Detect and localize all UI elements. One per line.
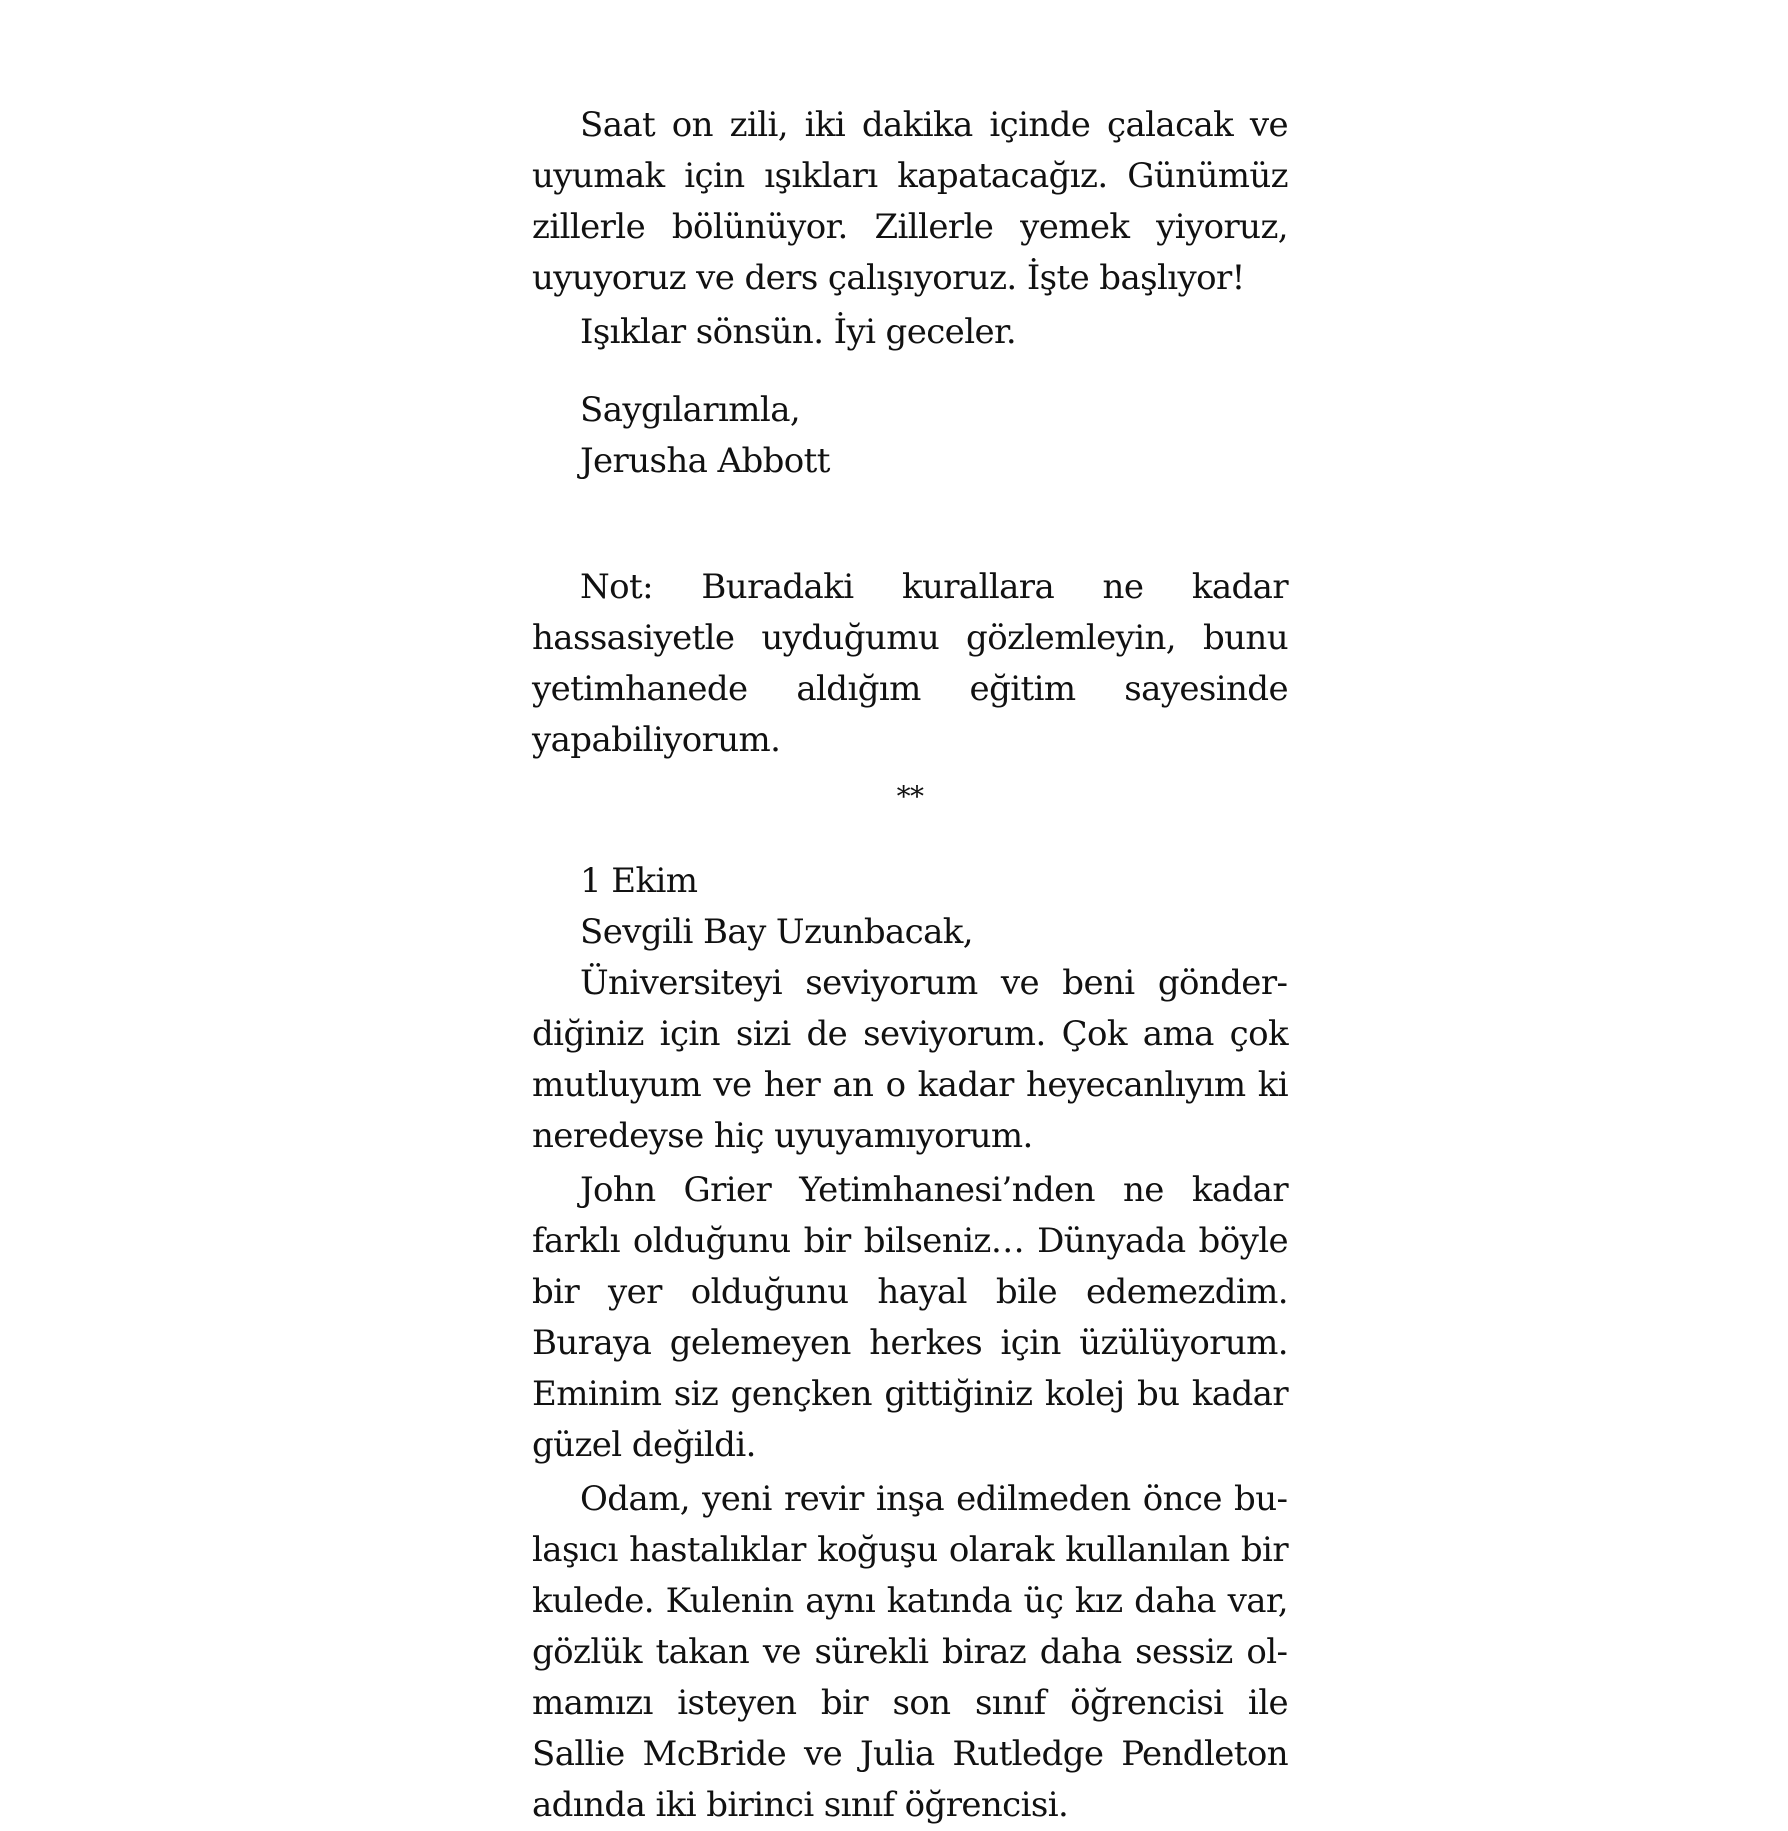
letter-date: 1 Ekim	[580, 861, 698, 901]
paragraph-bells: Saat on zili, iki dakika içinde çalacak ve uyumak için ışıkları kapatacağız. Günümüz zillerle bölünüyor. Zillerle yemek yiyoruz, uyuyoruz ve ders çalışıyoruz. İşte başlıyor!	[532, 105, 1288, 298]
paragraph-university: Üniversiteyi seviyorum ve beni gönderdiğiniz için sizi de seviyorum. Çok ama çok mutluyum ve her an o kadar heyecanlıyım ki neredeyse hiç uyuyamıyorum.	[532, 963, 1288, 1156]
book-page	[532, 100, 1288, 1831]
paragraph-note: Not: Buradaki kurallara ne kadar hassasiyetle uyduğumu gözlemleyin, bunu yetimhanede aldığım eğitim sayesinde yapabiliyorum.	[532, 567, 1288, 760]
section-separator: **	[896, 780, 924, 813]
paragraph-room: Odam, yeni revir inşa edilmeden önce bulaşıcı hastalıklar koğuşu olarak kullanılan bir kulede. Kulenin aynı katında üç kız daha var, gözlük takan ve sürekli biraz daha sessiz olmamızı isteyen bir son sınıf öğrencisi ile Sallie McBride ve Julia Rutledge Pendleton adında iki birinci sınıf öğrencisi.	[532, 1479, 1288, 1825]
paragraph-orphanage: John Grier Yetimhanesi’nden ne kadar farklı olduğunu bir bilseniz… Dünyada böyle bir yer olduğunu hayal bile edemezdim. Buraya gelemeyen herkes için üzülüyorum. Eminim siz gençken gittiğiniz kolej bu kadar güzel değildi.	[532, 1170, 1288, 1465]
letter-salutation: Sevgili Bay Uzunbacak,	[580, 912, 974, 952]
paragraph-lights-out: Işıklar sönsün. İyi geceler.	[580, 312, 1017, 352]
closing-phrase: Saygılarımla,	[580, 390, 801, 430]
signature: Jerusha Abbott	[580, 441, 830, 481]
